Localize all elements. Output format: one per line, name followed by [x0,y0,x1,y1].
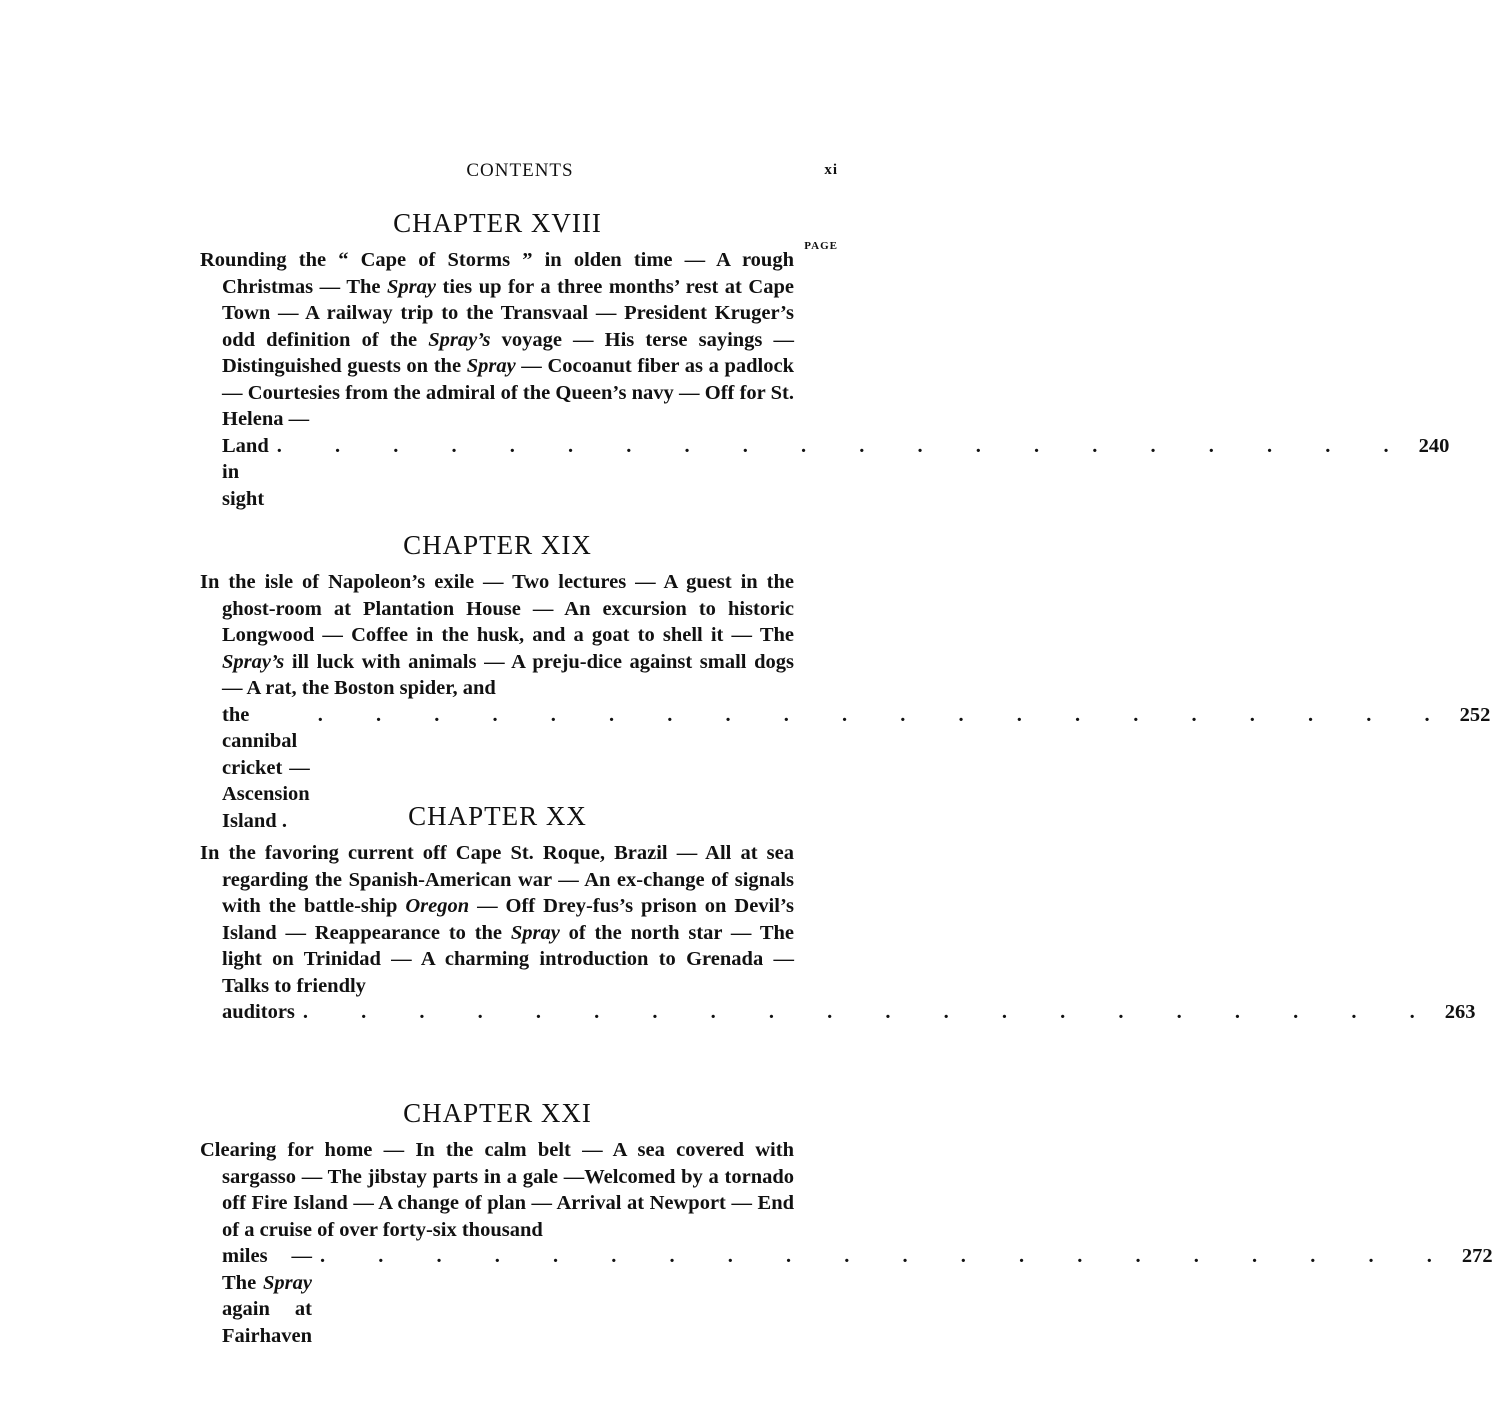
last-line-text: Land in sight [222,434,269,510]
summary-text: — Off Drey-fus’s prison on Devil’s Island — Reappearance to the [222,895,794,944]
ship-name: Spray’s [222,650,285,673]
summary-text: voyage — His terse sayings — Distinguished guests on the [222,328,795,377]
page-folio: xi [824,162,838,178]
running-title: CONTENTS [466,160,574,181]
last-line-text [222,1243,312,1349]
page-number: 272 [1461,1245,1493,1267]
summary-last-line [200,999,1476,1026]
chapter-summary [200,247,1450,512]
summary-text: Rounding the “ Cape of Storms ” in olden time — A rough Christmas — The [200,249,794,298]
chapter-heading: CHAPTER XVIII [393,208,602,238]
page-number: 240 [1418,434,1450,457]
summary-last-line [200,1243,1493,1349]
summary-text: In the favoring current off Cape St. Roque, Brazil — All at sea regarding the Spanish-American war — An ex-change of signals with the battle-ship [200,842,794,917]
last-line-text: the cannibal cricket — Ascension Island . [222,703,310,832]
last-line-segment: again at Fairhaven [222,1298,312,1347]
page-number: 252 [1459,703,1491,726]
last-line-segment: miles — The [222,1245,312,1294]
chapter-summary [200,1137,1493,1349]
chapter-heading: CHAPTER XIX [403,530,592,560]
dot-leader: . . . . . . . . . . . . . . . . . . . . [302,1001,1439,1023]
summary-text: — Cocoanut fiber as a padlock — Courtesies from the admiral of the Queen’s navy — Off for St. Helena — [222,355,794,430]
summary-last-line [200,433,1450,513]
ship-name: Spray [387,275,437,298]
chapter-heading: CHAPTER XX [408,801,587,831]
dot-leader: . . . . . . . . . . . . . . . . . . . . [319,1245,1456,1267]
page-column-label: PAGE [804,240,838,252]
summary-text: of the north star — The light on Trinidad — A charming introduction to Grenada — Talks to friendly [222,921,795,997]
last-line-text: auditors [222,1001,295,1023]
ship-name: Spray [510,921,560,944]
ship-name: Spray [466,355,516,377]
running-head [200,158,840,188]
chapter-entry [200,530,1491,834]
dot-leader: . . . . . . . . . . . . . . . . . . . . [276,434,1413,457]
chapter-heading: CHAPTER XXI [403,1098,592,1128]
summary-text: ill luck with animals — A preju-dice against small dogs — A rat, the Boston spider, and [222,650,794,699]
chapter-entry [200,1098,1493,1349]
dot-leader: . . . . . . . . . . . . . . . . . . . . [317,703,1454,726]
chapter-summary [200,840,1476,1026]
summary-text: Clearing for home — In the calm belt — A sea covered with sargasso — The jibstay parts in a gale —Welcomed by a tornado off Fire Island — A change of plan — Arrival at Newport — End of a cruise of over forty-six thousand [200,1139,794,1241]
chapter-summary [200,569,1491,834]
chapter-entry [200,801,1476,1026]
chapter-entry [200,208,1450,512]
summary-text: ties up for a three months’ rest at Cape Town — A railway trip to the Transvaal — President Kruger’s odd definition of the [222,275,794,351]
ship-name: Spray’s [428,328,491,351]
page-number: 263 [1444,1001,1476,1023]
ship-name: Oregon [405,895,470,917]
ship-name: Spray [262,1271,312,1294]
summary-text: In the isle of Napoleon’s exile — Two lectures — A guest in the ghost-room at Plantation House — An excursion to historic Longwood — Coffee in the husk, and a goat to shell it — The [200,571,794,646]
